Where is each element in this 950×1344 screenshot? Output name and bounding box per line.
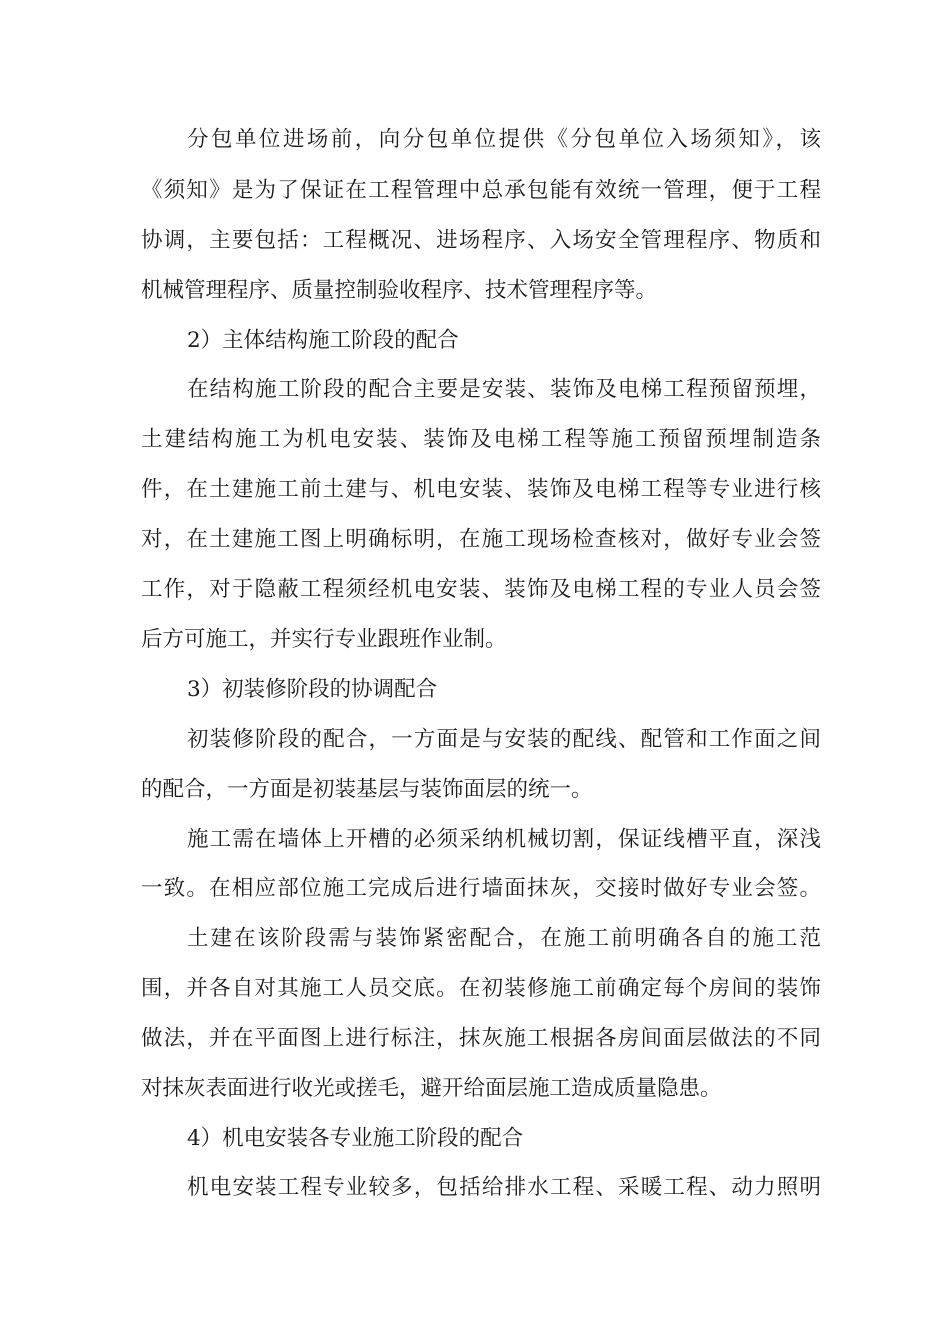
- paragraph-line: 机电安装工程专业较多，包括给排水工程、采暖工程、动力照明: [187, 1175, 821, 1200]
- paragraph-line: 施工需在墙体上开槽的必须采纳机械切割，保证线槽平直，深浅: [187, 827, 821, 852]
- paragraph-line: 做法，并在平面图上进行标注，抹灰施工根据各房间面层做法的不同: [141, 1026, 821, 1051]
- paragraph-line: 协调，主要包括：工程概况、进场程序、入场安全管理程序、物质和: [141, 228, 821, 253]
- paragraph-line: 后方可施工，并实行专业跟班作业制。: [141, 627, 507, 652]
- paragraph-line: 机械管理程序、质量控制验收程序、技术管理程序等。: [141, 278, 658, 303]
- paragraph-line: 对，在土建施工图上明确标明，在施工现场检查核对，做好专业会签: [141, 527, 821, 552]
- paragraph-line: 围，并各自对其施工人员交底。在初装修施工前确定每个房间的装饰: [141, 976, 821, 1001]
- paragraph-line: 一致。在相应部位施工完成后进行墙面抹灰，交接时做好专业会签。: [141, 876, 821, 901]
- paragraph-line: 土建在该阶段需与装饰紧密配合，在施工前明确各自的施工范: [187, 926, 821, 951]
- paragraph-line: 在结构施工阶段的配合主要是安装、装饰及电梯工程预留预埋，: [187, 377, 821, 402]
- paragraph-line: 的配合，一方面是初装基层与装饰面层的统一。: [141, 777, 593, 802]
- section-heading: 4）机电安装各专业施工阶段的配合: [187, 1126, 524, 1151]
- section-heading: 2）主体结构施工阶段的配合: [187, 328, 459, 353]
- paragraph-line: 初装修阶段的配合，一方面是与安装的配线、配管和工作面之间: [187, 727, 821, 752]
- paragraph-line: 件，在土建施工前土建与、机电安装、装饰及电梯工程等专业进行核: [141, 477, 821, 502]
- paragraph-line: 分包单位进场前，向分包单位提供《分包单位入场须知》，该: [187, 127, 821, 152]
- section-heading: 3）初装修阶段的协调配合: [187, 677, 438, 702]
- paragraph-line: 《须知》是为了保证在工程管理中总承包能有效统一管理，便于工程: [141, 178, 821, 203]
- paragraph-line: 土建结构施工为机电安装、装饰及电梯工程等施工预留预埋制造条: [141, 427, 821, 452]
- paragraph-line: 工作，对于隐蔽工程须经机电安装、装饰及电梯工程的专业人员会签: [141, 577, 821, 602]
- paragraph-line: 对抹灰表面进行收光或搓毛，避开给面层施工造成质量隐患。: [141, 1076, 722, 1101]
